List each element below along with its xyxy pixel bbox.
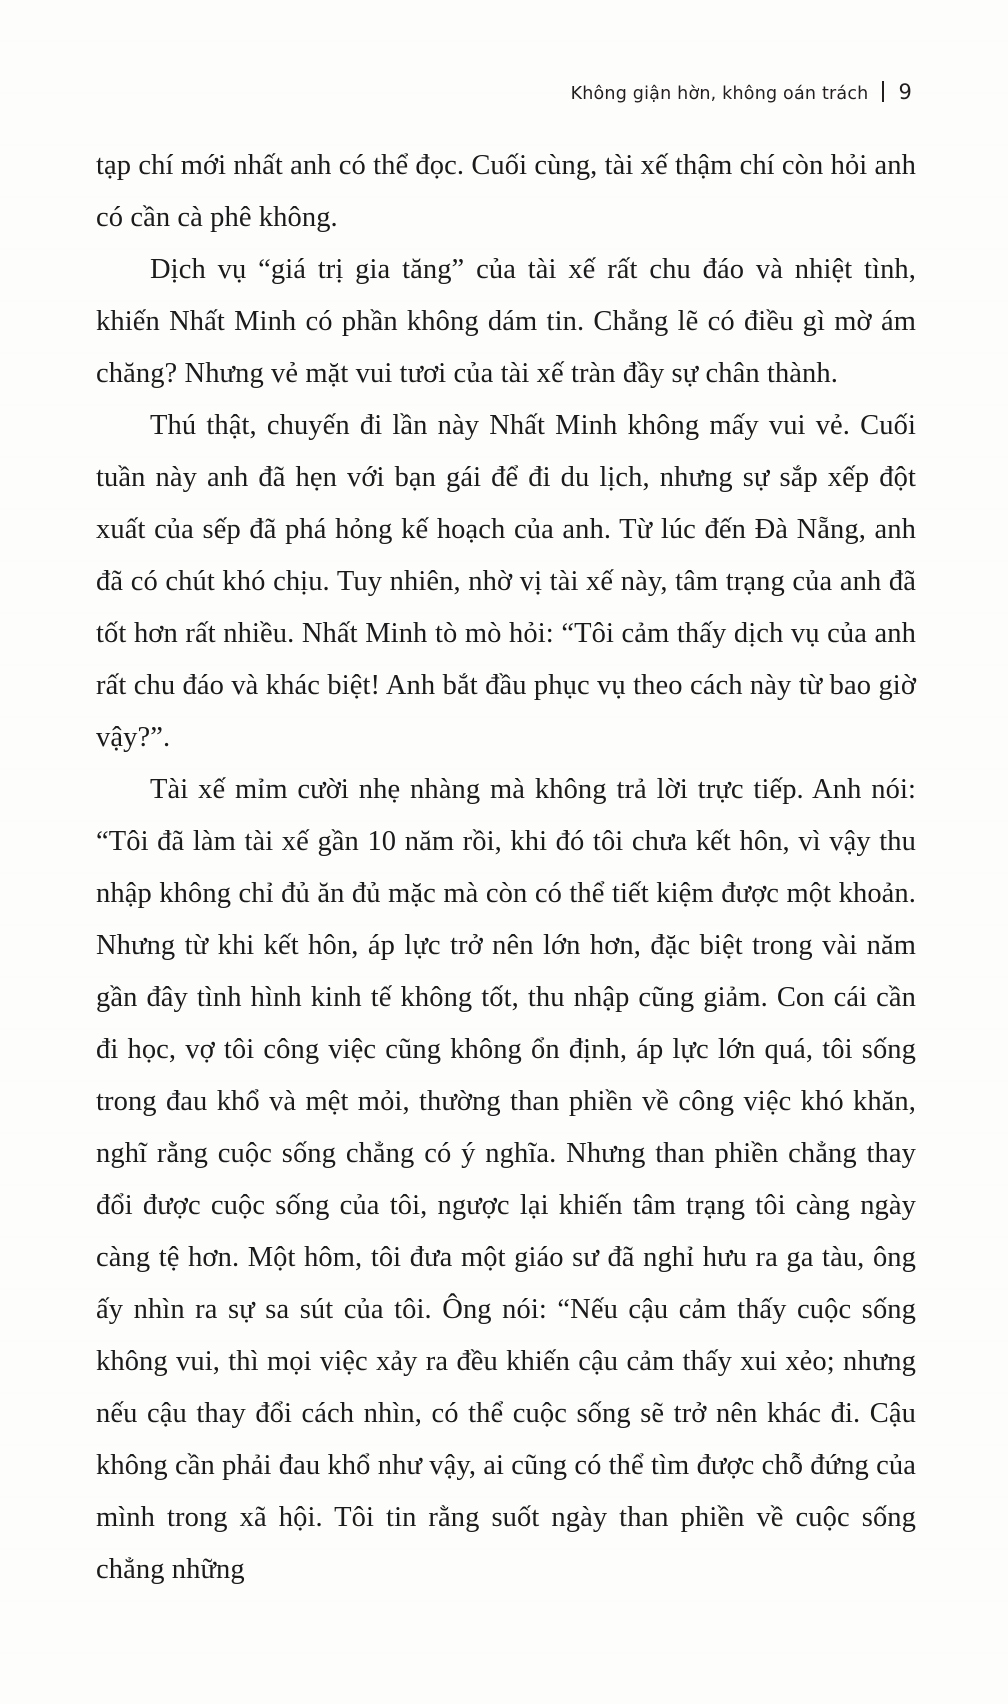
paragraph: Dịch vụ “giá trị gia tăng” của tài xế rất chu đáo và nhiệt tình, khiến Nhất Minh có phần không dám tin. Chẳng lẽ có điều gì mờ ám chăng? Nhưng vẻ mặt vui tươi của tài xế tràn đầy sự chân thành. [96, 254, 916, 389]
body-text [96, 140, 916, 1596]
page-number: 9 [898, 80, 912, 104]
running-head-divider [882, 81, 884, 102]
paragraph: Tài xế mỉm cười nhẹ nhàng mà không trả lời trực tiếp. Anh nói: “Tôi đã làm tài xế gần 10 năm rồi, khi đó tôi chưa kết hôn, vì vậy thu nhập không chỉ đủ ăn đủ mặc mà còn có thể tiết kiệm được một khoản. Nhưng từ khi kết hôn, áp lực trở nên lớn hơn, đặc biệt trong vài năm gần đây tình hình kinh tế không tốt, thu nhập cũng giảm. Con cái cần đi học, vợ tôi công việc cũng không ổn định, áp lực lớn quá, tôi sống trong đau khổ và mệt mỏi, thường than phiền về công việc khó khăn, nghĩ rằng cuộc sống chẳng có ý nghĩa. Nhưng than phiền chẳng thay đổi được cuộc sống của tôi, ngược lại khiến tâm trạng tôi càng ngày càng tệ hơn. Một hôm, tôi đưa một giáo sư đã nghỉ hưu ra ga tàu, ông ấy nhìn ra sự sa sút của tôi. Ông nói: “Nếu cậu cảm thấy cuộc sống không vui, thì mọi việc xảy ra đều khiến cậu cảm thấy xui xẻo; nhưng nếu cậu thay đổi cách nhìn, có thể cuộc sống sẽ trở nên khác đi. Cậu không cần phải đau khổ như vậy, ai cũng có thể tìm được chỗ đứng của mình trong xã hội. Tôi tin rằng suốt ngày than phiền về cuộc sống chẳng những [96, 774, 916, 1585]
running-head [571, 78, 912, 104]
paragraph: tạp chí mới nhất anh có thể đọc. Cuối cùng, tài xế thậm chí còn hỏi anh có cần cà phê không. [96, 150, 916, 233]
paragraph: Thú thật, chuyến đi lần này Nhất Minh không mấy vui vẻ. Cuối tuần này anh đã hẹn với bạn gái để đi du lịch, nhưng sự sắp xếp đột xuất của sếp đã phá hỏng kế hoạch của anh. Từ lúc đến Đà Nẵng, anh đã có chút khó chịu. Tuy nhiên, nhờ vị tài xế này, tâm trạng của anh đã tốt hơn rất nhiều. Nhất Minh tò mò hỏi: “Tôi cảm thấy dịch vụ của anh rất chu đáo và khác biệt! Anh bắt đầu phục vụ theo cách này từ bao giờ vậy?”. [96, 410, 916, 753]
running-head-title: Không giận hờn, không oán trách [570, 84, 869, 104]
